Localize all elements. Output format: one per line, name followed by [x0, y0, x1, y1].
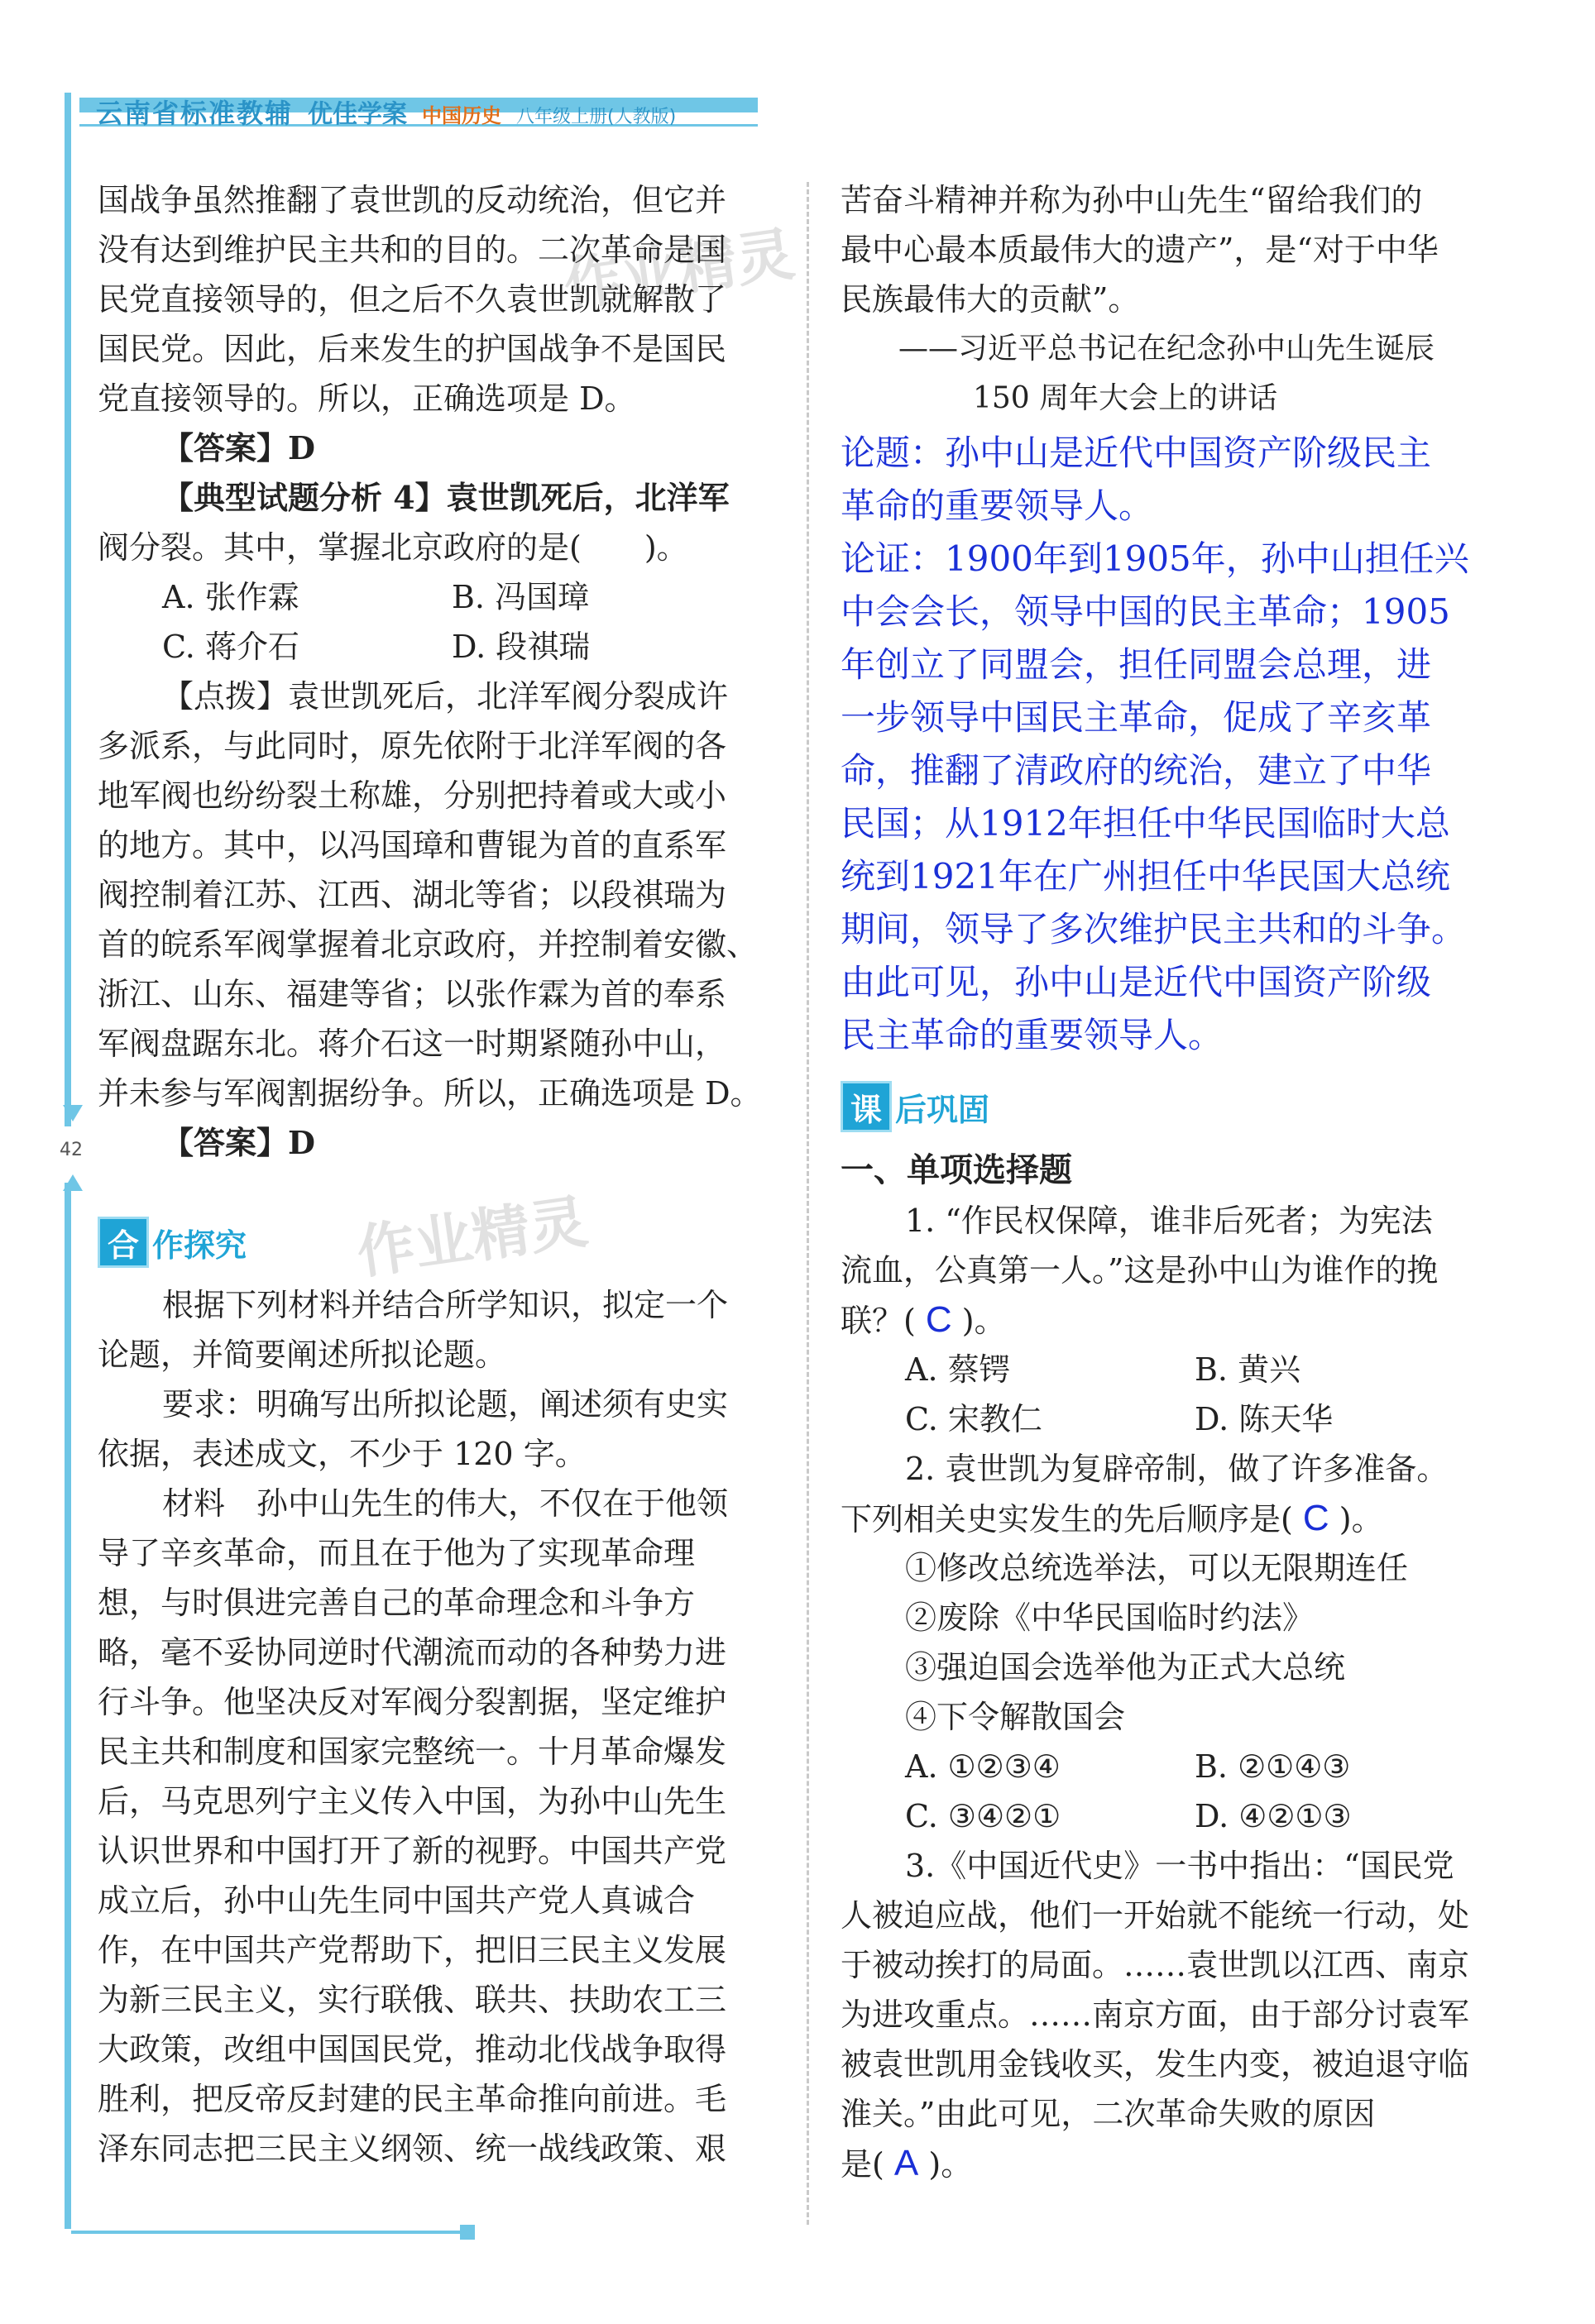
answer-line: 革命的重要领导人。 — [841, 485, 1154, 526]
stem-text: 下列相关史实发生的先后顺序是( — [841, 1501, 1293, 1537]
answer-line: 一步领导中国民主革命，促成了辛亥革 — [841, 697, 1432, 738]
answer-label: 【答案】D — [162, 1124, 315, 1161]
text-line: 大政策，改组中国国民党，推动北伐战争取得 — [98, 2031, 727, 2068]
page-number: 42 — [60, 1140, 83, 1160]
text-line: 要求：明确写出所拟论题，阐述须有史实 — [162, 1386, 729, 1423]
event-item: ①修改总统选举法，可以无限期连任 — [905, 1550, 1409, 1586]
option: A. 张作霖 — [162, 579, 299, 615]
left-column — [98, 175, 768, 2173]
text-line: 苦奋斗精神并称为孙中山先生“留给我们的 — [841, 182, 1423, 218]
material-continued — [841, 175, 1509, 324]
section-title: 后巩固 — [895, 1091, 990, 1128]
text-line: 论题，并简要阐述所拟论题。 — [98, 1337, 507, 1373]
text-line: 【典型试题分析 4】袁世凯死后，北洋军 — [162, 479, 730, 516]
text-line: 并未参与军阀割据纷争。所以，正确选项是 D。 — [98, 1075, 762, 1112]
question-3 — [841, 1841, 1509, 2188]
subsection-title: 一、单项选择题 — [841, 1151, 1072, 1189]
answer-line: 由此可见，孙中山是近代中国资产阶级 — [841, 962, 1432, 1002]
filled-answer: C — [1302, 1498, 1329, 1538]
text-line: 为新三民主义，实行联俄、联共、扶助农工三 — [98, 1982, 727, 2018]
answer-line: 中会会长，领导中国的民主革命；1905 — [841, 591, 1450, 632]
option: A. ①②③④ — [905, 1748, 1061, 1785]
text-line: 导了辛亥革命，而且在于他为了实现革命理 — [98, 1535, 696, 1571]
option-row — [841, 1345, 1509, 1394]
answer-line: 民主革命的重要领导人。 — [841, 1015, 1224, 1055]
text-line: 泽东同志把三民主义纲领、统一战线政策、艰 — [98, 2130, 727, 2167]
margin-line-bottom — [65, 1183, 71, 2229]
text-line: 认识世界和中国打开了新的视野。中国共产党 — [98, 1833, 727, 1869]
text-line: 民党直接领导的，但之后不久袁世凯就解散了 — [98, 281, 727, 318]
filled-answer: A — [893, 2143, 919, 2183]
explanation-paragraph — [98, 175, 768, 423]
text-line: 【点拨】袁世凯死后，北洋军阀分裂成许 — [162, 678, 729, 715]
question-stem-end — [841, 1295, 1509, 1345]
tip-paragraph — [98, 672, 768, 1118]
answer-line: 统到1921年在广州担任中华民国大总统 — [841, 856, 1450, 897]
stem-text: 是( — [841, 2146, 884, 2183]
text-line: 2. 袁世凯为复辟帝制，做了许多准备。 — [905, 1451, 1449, 1487]
text-line: 浙江、山东、福建等省；以张作霖为首的奉系 — [98, 976, 727, 1012]
stem-text: )。 — [1339, 1501, 1383, 1537]
answer-line: 民国；从1912年担任中华民国临时大总 — [841, 803, 1450, 844]
watermark: 作业精灵 — [352, 1187, 592, 1288]
answer-line: 论证：1900年到1905年，孙中山担任兴 — [841, 538, 1469, 579]
question-stem-end — [841, 2139, 1509, 2188]
text-line: 民族最伟大的贡献”。 — [841, 281, 1140, 318]
option: C. ③④②① — [905, 1798, 1061, 1834]
answer-line: 期间，领导了多次维护民主共和的斗争。 — [841, 909, 1467, 949]
text-line: 后，马克思列宁主义传入中国，为孙中山先生 — [98, 1783, 727, 1820]
text-line: 被袁世凯用金钱收买，发生内变，被迫退守临 — [841, 2046, 1470, 2083]
question-stem-end — [841, 1494, 1509, 1543]
text-line: 流血，公真第一人。”这是孙中山为谁作的挽 — [841, 1252, 1439, 1289]
section-icon: 课 — [841, 1081, 892, 1132]
section-heading-cooperation — [98, 1209, 768, 1275]
filled-answer: C — [925, 1299, 952, 1340]
text-line: 没有达到维护民主共和的目的。二次革命是国 — [98, 232, 727, 268]
example-question-4 — [98, 473, 768, 672]
question-2 — [841, 1444, 1509, 1841]
text-line: 胜利，把反帝反封建的民主革命推向前进。毛 — [98, 2081, 727, 2117]
section-title: 作探究 — [152, 1227, 247, 1264]
material-source — [841, 324, 1509, 423]
option: C. 宋教仁 — [905, 1401, 1042, 1437]
text-line: 3.《中国近代史》一书中指出：“国民党 — [905, 1848, 1454, 1884]
text-line: 民主共和制度和国家完整统一。十月革命爆发 — [98, 1733, 727, 1770]
option: B. 黄兴 — [1195, 1351, 1301, 1388]
option-row — [98, 572, 768, 622]
text-line: 想，与时俱进完善自己的革命理念和斗争方 — [98, 1585, 696, 1621]
source-line: 150 周年大会上的讲话 — [973, 381, 1278, 415]
text-line: 成立后，孙中山先生同中国共产党人真诚合 — [98, 1882, 696, 1919]
option: D. 陈天华 — [1195, 1401, 1334, 1437]
running-header — [96, 93, 676, 131]
option: A. 蔡锷 — [905, 1351, 1011, 1388]
option: D. 段祺瑞 — [452, 629, 591, 665]
text-line: 党直接领导的。所以，正确选项是 D。 — [98, 380, 636, 417]
text-line: 于被动挨打的局面。……袁世凯以江西、南京 — [841, 1947, 1470, 1983]
event-item: ④下令解散国会 — [905, 1699, 1126, 1735]
handwritten-answer — [841, 427, 1509, 1062]
footer-square — [460, 2225, 475, 2240]
section-icon: 合 — [98, 1217, 149, 1268]
option: C. 蒋介石 — [162, 629, 299, 665]
watermark: 作业精灵 — [559, 219, 799, 320]
event-item: ③强迫国会选举他为正式大总统 — [905, 1649, 1346, 1686]
task-paragraph — [98, 1280, 768, 1479]
text-line: 行斗争。他坚决反对军阀分裂割据，坚定维护 — [98, 1684, 727, 1720]
option-row — [841, 1791, 1509, 1841]
text-line: 首的皖系军阀掌握着北京政府，并控制着安徽、 — [98, 926, 759, 963]
option: B. 冯国璋 — [452, 579, 590, 615]
text-line: 国战争虽然推翻了袁世凯的反动统治，但它并 — [98, 182, 727, 218]
text-line: 1. “作民权保障，谁非后死者；为宪法 — [905, 1203, 1433, 1239]
source-line: ——习近平总书记在纪念孙中山先生诞辰 — [898, 332, 1435, 366]
answer-line: 年创立了同盟会，担任同盟会总理，进 — [841, 644, 1432, 685]
text-line: 国民党。因此，后来发生的护国战争不是国民 — [98, 331, 727, 367]
answer-label: 【答案】D — [162, 429, 315, 466]
question-1 — [841, 1196, 1509, 1444]
header-grade: 八年级上册(人教版) — [516, 107, 677, 127]
footer-rule — [71, 2231, 460, 2234]
text-line: 作，在中国共产党帮助下，把旧三民主义发展 — [98, 1932, 727, 1968]
text-line: 军阀盘踞东北。蒋介石这一时期紧随孙中山， — [98, 1026, 727, 1062]
option: D. ④②①③ — [1195, 1798, 1352, 1834]
stem-text: 联？( — [841, 1303, 916, 1339]
margin-line-top — [65, 93, 71, 1126]
margin-marker-down — [63, 1105, 83, 1121]
text-line: 多派系，与此同时，原先依附于北洋军阀的各 — [98, 728, 727, 764]
text-line: 阀分裂。其中，掌握北京政府的是( )。 — [98, 529, 688, 566]
answer-line: 命，推翻了清政府的统治，建立了中华 — [841, 750, 1432, 791]
header-brand: 云南省标准教辅 — [96, 98, 294, 129]
text-line: 略，毫不妥协同逆时代潮流而动的各种势力进 — [98, 1634, 727, 1671]
stem-text: )。 — [928, 2146, 973, 2183]
text-line: 淮关。”由此可见，二次革命失败的原因 — [841, 2096, 1376, 2132]
text-line: 依据，表述成文，不少于 120 字。 — [98, 1436, 587, 1472]
right-column — [841, 175, 1509, 2188]
option: B. ②①④③ — [1195, 1748, 1351, 1785]
text-line: 为进攻重点。……南京方面，由于部分讨袁军 — [841, 1996, 1470, 2033]
option-row — [98, 622, 768, 672]
event-item: ②废除《中华民国临时约法》 — [905, 1600, 1315, 1636]
text-line: 人被迫应战，他们一开始就不能统一行动，处 — [841, 1897, 1470, 1934]
header-series: 优佳学案 — [308, 100, 408, 129]
option-row — [841, 1742, 1509, 1791]
text-line: 地军阀也纷纷裂土称雄，分别把持着或大或小 — [98, 777, 727, 814]
text-line: 的地方。其中，以冯国璋和曹锟为首的直系军 — [98, 827, 727, 863]
answer-line: 论题：孙中山是近代中国资产阶级民主 — [841, 433, 1432, 473]
stem-text: )。 — [961, 1303, 1006, 1339]
text-line: 阀控制着江苏、江西、湖北等省；以段祺瑞为 — [98, 877, 727, 913]
material-paragraph — [98, 1479, 768, 2173]
text-line: 最中心最本质最伟大的遗产”，是“对于中华 — [841, 232, 1439, 268]
text-line: 根据下列材料并结合所学知识，拟定一个 — [162, 1287, 729, 1323]
option-row — [841, 1394, 1509, 1444]
column-divider — [807, 182, 809, 2225]
section-heading-review — [841, 1074, 1509, 1140]
text-line: 材料 孙中山先生的伟大，不仅在于他领 — [162, 1485, 729, 1522]
header-subject: 中国历史 — [422, 104, 502, 127]
